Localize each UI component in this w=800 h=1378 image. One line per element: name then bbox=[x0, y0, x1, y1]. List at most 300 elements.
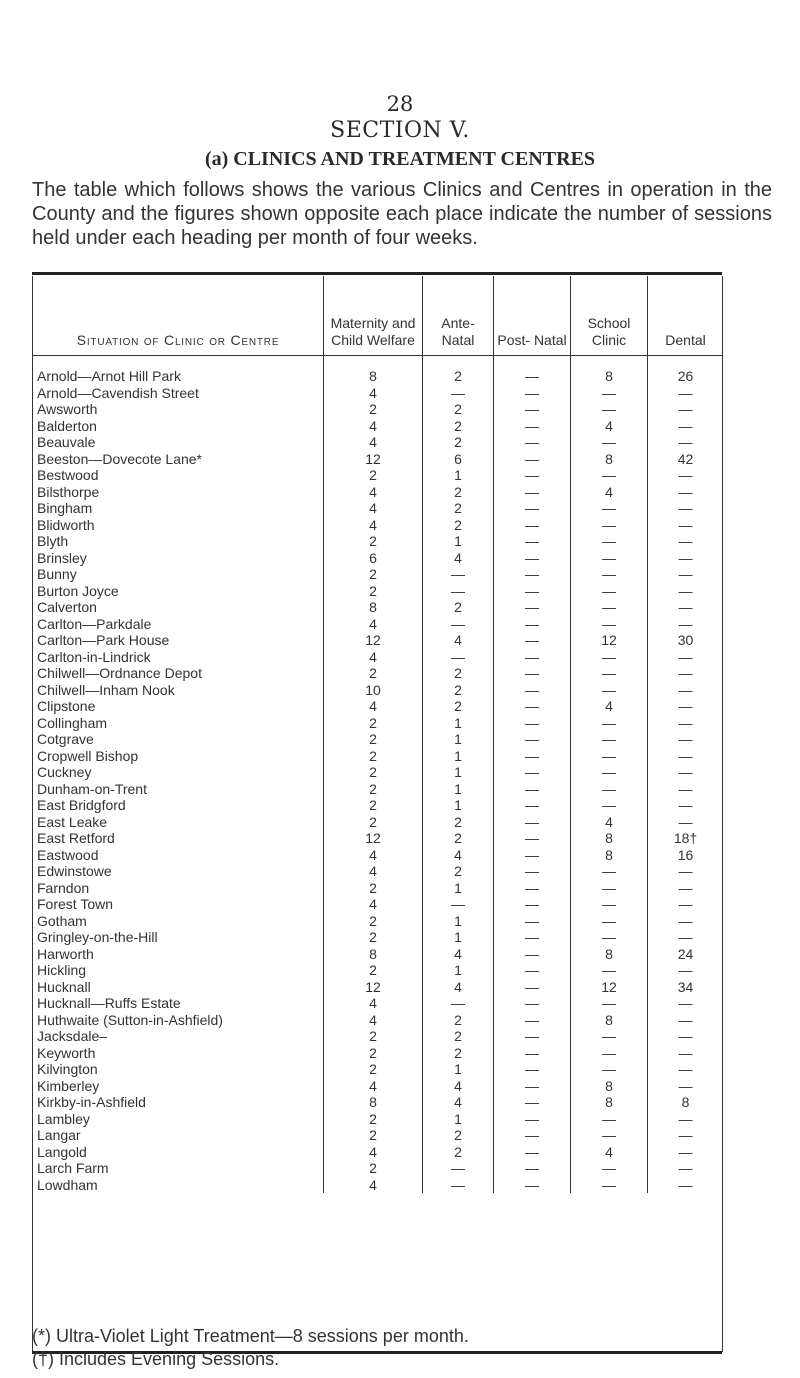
page-number: 28 bbox=[386, 92, 414, 116]
clinic-name-text: Chilwell—Ordnance Depot bbox=[37, 665, 202, 682]
dental-value: — bbox=[678, 566, 693, 583]
maternity-value: 2 bbox=[324, 764, 423, 781]
school-clinic-value: 4 bbox=[571, 698, 648, 715]
table-row bbox=[33, 385, 723, 402]
table-row bbox=[33, 1078, 723, 1095]
table-row bbox=[33, 1045, 723, 1062]
clinic-name-text: Langold bbox=[37, 1143, 87, 1160]
dental-value: — bbox=[678, 483, 693, 500]
clinic-name bbox=[33, 533, 324, 550]
school-clinic-value: — bbox=[571, 1045, 648, 1062]
dental-value: 8 bbox=[681, 1094, 690, 1111]
clinic-name-text: Blidworth bbox=[37, 516, 95, 533]
dental-value: — bbox=[678, 599, 693, 616]
table-row bbox=[33, 1160, 723, 1177]
school-clinic-value: 4 bbox=[571, 418, 648, 435]
clinic-name-text: Dunham-on-Trent bbox=[37, 780, 147, 797]
maternity-value: 4 bbox=[324, 649, 423, 666]
table-row bbox=[33, 1094, 723, 1111]
dental-value: — bbox=[678, 681, 693, 698]
dental-value: — bbox=[678, 929, 693, 946]
post-natal-value: — bbox=[494, 418, 571, 435]
maternity-value: 2 bbox=[324, 731, 423, 748]
school-clinic-value: 8 bbox=[571, 1012, 648, 1029]
table-row bbox=[33, 500, 723, 517]
clinic-name-text: Arnold—Cavendish Street bbox=[37, 384, 199, 401]
clinic-name-text: East Leake bbox=[37, 813, 108, 830]
table-row bbox=[33, 748, 723, 765]
table-row bbox=[33, 1111, 723, 1128]
maternity-value: 2 bbox=[324, 814, 423, 831]
dental-value: — bbox=[678, 780, 693, 797]
ante-natal-value: 1 bbox=[423, 962, 494, 979]
ante-natal-value: 2 bbox=[423, 418, 494, 435]
table-row bbox=[33, 1012, 723, 1029]
post-natal-value: — bbox=[494, 1061, 571, 1078]
maternity-value: 4 bbox=[324, 1177, 423, 1194]
ante-natal-value: 1 bbox=[423, 781, 494, 798]
post-natal-value: — bbox=[494, 434, 571, 451]
table-row bbox=[33, 962, 723, 979]
maternity-value: 12 bbox=[324, 451, 423, 468]
ante-natal-value: 2 bbox=[423, 665, 494, 682]
table-row bbox=[33, 583, 723, 600]
clinic-name bbox=[33, 1045, 324, 1062]
maternity-value: 8 bbox=[324, 946, 423, 963]
school-clinic-value: — bbox=[571, 797, 648, 814]
ante-natal-value: 1 bbox=[423, 764, 494, 781]
dental-value: — bbox=[678, 1110, 693, 1127]
school-clinic-value: — bbox=[571, 599, 648, 616]
post-natal-value: — bbox=[494, 830, 571, 847]
dental-value: — bbox=[678, 549, 693, 566]
dental-value: — bbox=[678, 962, 693, 979]
clinic-name bbox=[33, 896, 324, 913]
dental-value: — bbox=[678, 401, 693, 418]
ante-natal-value: 2 bbox=[423, 517, 494, 534]
dental-value: — bbox=[678, 417, 693, 434]
dental-value: 42 bbox=[677, 450, 694, 467]
maternity-value: 4 bbox=[324, 517, 423, 534]
clinic-name bbox=[33, 599, 324, 616]
maternity-value: 2 bbox=[324, 1061, 423, 1078]
post-natal-value: — bbox=[494, 814, 571, 831]
school-clinic-value: — bbox=[571, 533, 648, 550]
clinic-name bbox=[33, 1012, 324, 1029]
dental-value: — bbox=[678, 467, 693, 484]
ante-natal-value: 6 bbox=[423, 451, 494, 468]
post-natal-value: — bbox=[494, 1028, 571, 1045]
clinic-name bbox=[33, 995, 324, 1012]
school-clinic-value: — bbox=[571, 896, 648, 913]
maternity-value: 8 bbox=[324, 356, 423, 385]
dental-value: 24 bbox=[677, 945, 694, 962]
clinic-name-text: Cotgrave bbox=[37, 731, 94, 748]
maternity-value: 2 bbox=[324, 1028, 423, 1045]
ante-natal-value: 4 bbox=[423, 1094, 494, 1111]
ante-natal-value: 1 bbox=[423, 731, 494, 748]
school-clinic-value: — bbox=[571, 781, 648, 798]
post-natal-value: — bbox=[494, 583, 571, 600]
post-natal-value: — bbox=[494, 764, 571, 781]
table-row bbox=[33, 665, 723, 682]
maternity-value: 4 bbox=[324, 863, 423, 880]
dental-value: — bbox=[678, 714, 693, 731]
clinic-name-text: Langar bbox=[37, 1127, 81, 1144]
clinic-name-text: Cuckney bbox=[37, 764, 92, 781]
maternity-value: 2 bbox=[324, 665, 423, 682]
maternity-value: 4 bbox=[324, 500, 423, 517]
clinic-name bbox=[33, 962, 324, 979]
clinic-name-text: Eastwood bbox=[37, 846, 99, 863]
ante-natal-value: — bbox=[423, 583, 494, 600]
dental-value: 26 bbox=[677, 368, 694, 385]
post-natal-value: — bbox=[494, 698, 571, 715]
post-natal-value: — bbox=[494, 356, 571, 385]
post-natal-value: — bbox=[494, 731, 571, 748]
clinic-name-text: Farndon bbox=[37, 879, 90, 896]
clinic-name-text: East Bridgford bbox=[37, 797, 126, 814]
school-clinic-value: — bbox=[571, 731, 648, 748]
table-row bbox=[33, 995, 723, 1012]
dental-value: 30 bbox=[677, 632, 694, 649]
ante-natal-value: 2 bbox=[423, 863, 494, 880]
ante-natal-value: 2 bbox=[423, 500, 494, 517]
ante-natal-value: 1 bbox=[423, 715, 494, 732]
clinic-name bbox=[33, 847, 324, 864]
header-maternity: Maternity and Child Welfare bbox=[324, 276, 423, 356]
post-natal-value: — bbox=[494, 979, 571, 996]
ante-natal-value: 2 bbox=[423, 682, 494, 699]
dental-value: — bbox=[678, 1011, 693, 1028]
dental-value: — bbox=[678, 995, 693, 1012]
maternity-value: 2 bbox=[324, 797, 423, 814]
dental-value: — bbox=[678, 1176, 693, 1193]
school-clinic-value: — bbox=[571, 566, 648, 583]
school-clinic-value: — bbox=[571, 401, 648, 418]
clinic-name-text: Carlton—Parkdale bbox=[37, 615, 152, 632]
school-clinic-value: — bbox=[571, 517, 648, 534]
clinic-name-text: Cropwell Bishop bbox=[37, 747, 139, 764]
school-clinic-value: 4 bbox=[571, 814, 648, 831]
school-clinic-value: — bbox=[571, 385, 648, 402]
post-natal-value: — bbox=[494, 682, 571, 699]
clinic-name bbox=[33, 550, 324, 567]
maternity-value: 4 bbox=[324, 896, 423, 913]
table-row bbox=[33, 731, 723, 748]
ante-natal-value: 1 bbox=[423, 1111, 494, 1128]
clinic-name-text: Kilvington bbox=[37, 1061, 98, 1078]
school-clinic-value: — bbox=[571, 715, 648, 732]
maternity-value: 2 bbox=[324, 748, 423, 765]
clinic-name bbox=[33, 1111, 324, 1128]
ante-natal-value: 1 bbox=[423, 748, 494, 765]
dental-value: 16 bbox=[677, 846, 694, 863]
post-natal-value: — bbox=[494, 1144, 571, 1161]
school-clinic-value: — bbox=[571, 1160, 648, 1177]
table-row bbox=[33, 517, 723, 534]
dental-value: — bbox=[678, 1077, 693, 1094]
clinic-name-text: Beeston—Dovecote Lane* bbox=[37, 450, 202, 467]
ante-natal-value: 2 bbox=[423, 599, 494, 616]
header-ante-natal: Ante- Natal bbox=[423, 276, 494, 356]
post-natal-value: — bbox=[494, 781, 571, 798]
ante-natal-value: 4 bbox=[423, 550, 494, 567]
clinic-name bbox=[33, 434, 324, 451]
post-natal-value: — bbox=[494, 1111, 571, 1128]
clinic-name bbox=[33, 467, 324, 484]
table-row bbox=[33, 401, 723, 418]
clinic-name bbox=[33, 1028, 324, 1045]
clinic-name-text: Forest Town bbox=[37, 896, 113, 913]
clinic-name bbox=[33, 731, 324, 748]
clinic-name bbox=[33, 616, 324, 633]
top-rule bbox=[32, 272, 722, 275]
ante-natal-value: 1 bbox=[423, 880, 494, 897]
post-natal-value: — bbox=[494, 1078, 571, 1095]
dental-value: — bbox=[678, 797, 693, 814]
clinic-name-text: Chilwell—Inham Nook bbox=[37, 681, 175, 698]
school-clinic-value: 8 bbox=[571, 847, 648, 864]
post-natal-value: — bbox=[494, 467, 571, 484]
clinic-name bbox=[33, 1144, 324, 1161]
table-row bbox=[33, 467, 723, 484]
ante-natal-value: 2 bbox=[423, 1012, 494, 1029]
school-clinic-value: 8 bbox=[571, 1094, 648, 1111]
post-natal-value: — bbox=[494, 632, 571, 649]
clinic-name-text: Beauvale bbox=[37, 434, 96, 451]
dental-value: — bbox=[678, 665, 693, 682]
post-natal-value: — bbox=[494, 517, 571, 534]
clinic-name bbox=[33, 500, 324, 517]
table-row bbox=[33, 929, 723, 946]
clinic-name-text: Calverton bbox=[37, 599, 97, 616]
maternity-value: 4 bbox=[324, 995, 423, 1012]
header-post-natal: Post- Natal bbox=[494, 276, 571, 356]
clinic-name-text: Arnold—Arnot Hill Park bbox=[37, 368, 181, 385]
ante-natal-value: 4 bbox=[423, 946, 494, 963]
clinic-name-text: Edwinstowe bbox=[37, 863, 112, 880]
school-clinic-value: — bbox=[571, 995, 648, 1012]
school-clinic-value: — bbox=[571, 649, 648, 666]
post-natal-value: — bbox=[494, 484, 571, 501]
maternity-value: 6 bbox=[324, 550, 423, 567]
clinic-name bbox=[33, 1094, 324, 1111]
post-natal-value: — bbox=[494, 649, 571, 666]
school-clinic-value: — bbox=[571, 764, 648, 781]
post-natal-value: — bbox=[494, 913, 571, 930]
ante-natal-value: 2 bbox=[423, 484, 494, 501]
post-natal-value: — bbox=[494, 896, 571, 913]
post-natal-value: — bbox=[494, 995, 571, 1012]
maternity-value: 4 bbox=[324, 616, 423, 633]
maternity-value: 2 bbox=[324, 880, 423, 897]
post-natal-value: — bbox=[494, 616, 571, 633]
dental-value: — bbox=[678, 764, 693, 781]
maternity-value: 2 bbox=[324, 1127, 423, 1144]
clinic-name bbox=[33, 797, 324, 814]
maternity-value: 10 bbox=[324, 682, 423, 699]
school-clinic-value: — bbox=[571, 913, 648, 930]
table-row bbox=[33, 797, 723, 814]
ante-natal-value: 2 bbox=[423, 698, 494, 715]
maternity-value: 2 bbox=[324, 1045, 423, 1062]
clinic-name bbox=[33, 356, 324, 385]
clinic-name-text: Blyth bbox=[37, 533, 69, 550]
clinic-name bbox=[33, 764, 324, 781]
maternity-value: 2 bbox=[324, 467, 423, 484]
post-natal-value: — bbox=[494, 863, 571, 880]
clinic-name bbox=[33, 583, 324, 600]
clinic-name-text: East Retford bbox=[37, 830, 115, 847]
ante-natal-value: — bbox=[423, 1160, 494, 1177]
maternity-value: 2 bbox=[324, 566, 423, 583]
clinic-name bbox=[33, 566, 324, 583]
clinic-name-text: Keyworth bbox=[37, 1044, 96, 1061]
ante-natal-value: 4 bbox=[423, 979, 494, 996]
dental-value: — bbox=[678, 813, 693, 830]
dental-value: — bbox=[678, 1160, 693, 1177]
header-dental: Dental bbox=[648, 276, 724, 356]
table-row bbox=[33, 649, 723, 666]
maternity-value: 2 bbox=[324, 1160, 423, 1177]
ante-natal-value: 1 bbox=[423, 533, 494, 550]
post-natal-value: — bbox=[494, 929, 571, 946]
maternity-value: 4 bbox=[324, 385, 423, 402]
dental-value: — bbox=[678, 533, 693, 550]
ante-natal-value: 4 bbox=[423, 1078, 494, 1095]
clinic-name-text: Larch Farm bbox=[37, 1160, 109, 1177]
table-row bbox=[33, 632, 723, 649]
table-row bbox=[33, 434, 723, 451]
table-row bbox=[33, 715, 723, 732]
intro-paragraph: The table which follows shows the various Clinics and Centres in operation in the County and the figures shown opposite each place indicate the number of sessions held under each heading per month of four weeks. bbox=[32, 179, 772, 249]
table-row bbox=[33, 698, 723, 715]
post-natal-value: — bbox=[494, 880, 571, 897]
dental-value: — bbox=[678, 516, 693, 533]
maternity-value: 4 bbox=[324, 418, 423, 435]
school-clinic-value: — bbox=[571, 1028, 648, 1045]
school-clinic-value: 4 bbox=[571, 484, 648, 501]
clinic-name bbox=[33, 748, 324, 765]
clinic-name-text: Bingham bbox=[37, 500, 93, 517]
post-natal-value: — bbox=[494, 500, 571, 517]
dental-value: — bbox=[678, 500, 693, 517]
clinic-name-text: Hickling bbox=[37, 962, 87, 979]
ante-natal-value: 2 bbox=[423, 1045, 494, 1062]
school-clinic-value: — bbox=[571, 583, 648, 600]
clinic-name-text: Huthwaite (Sutton-in-Ashfield) bbox=[37, 1011, 223, 1028]
dental-value: — bbox=[678, 434, 693, 451]
section-title: SECTION V. bbox=[330, 118, 470, 143]
dental-value: — bbox=[678, 698, 693, 715]
post-natal-value: — bbox=[494, 385, 571, 402]
table-row bbox=[33, 814, 723, 831]
ante-natal-value: 1 bbox=[423, 467, 494, 484]
table-row bbox=[33, 550, 723, 567]
dental-value: — bbox=[678, 615, 693, 632]
ante-natal-value: 4 bbox=[423, 632, 494, 649]
maternity-value: 4 bbox=[324, 1012, 423, 1029]
maternity-value: 4 bbox=[324, 484, 423, 501]
school-clinic-value: — bbox=[571, 1061, 648, 1078]
table-row bbox=[33, 1028, 723, 1045]
school-clinic-value: — bbox=[571, 748, 648, 765]
post-natal-value: — bbox=[494, 533, 571, 550]
maternity-value: 4 bbox=[324, 1078, 423, 1095]
clinic-name bbox=[33, 451, 324, 468]
maternity-value: 2 bbox=[324, 962, 423, 979]
school-clinic-value: 8 bbox=[571, 946, 648, 963]
table-row bbox=[33, 533, 723, 550]
maternity-value: 2 bbox=[324, 715, 423, 732]
post-natal-value: — bbox=[494, 1094, 571, 1111]
table-row bbox=[33, 1127, 723, 1144]
clinic-name bbox=[33, 929, 324, 946]
school-clinic-value: 12 bbox=[571, 979, 648, 996]
clinic-name-text: Gotham bbox=[37, 912, 87, 929]
ante-natal-value: 1 bbox=[423, 913, 494, 930]
clinic-name-text: Carlton—Park House bbox=[37, 632, 170, 649]
post-natal-value: — bbox=[494, 599, 571, 616]
clinic-name-text: Bilsthorpe bbox=[37, 483, 100, 500]
ante-natal-value: 1 bbox=[423, 797, 494, 814]
clinic-name bbox=[33, 1127, 324, 1144]
clinic-name-text: Brinsley bbox=[37, 549, 87, 566]
maternity-value: 2 bbox=[324, 781, 423, 798]
maternity-value: 2 bbox=[324, 1111, 423, 1128]
school-clinic-value: 8 bbox=[571, 830, 648, 847]
subtitle: (a) CLINICS AND TREATMENT CENTRES bbox=[204, 148, 596, 170]
ante-natal-value: — bbox=[423, 1177, 494, 1194]
dental-value: — bbox=[678, 582, 693, 599]
school-clinic-value: — bbox=[571, 665, 648, 682]
dental-value: — bbox=[678, 1028, 693, 1045]
table-row bbox=[33, 484, 723, 501]
school-clinic-value: — bbox=[571, 616, 648, 633]
ante-natal-value: 2 bbox=[423, 1127, 494, 1144]
table-row bbox=[33, 896, 723, 913]
post-natal-value: — bbox=[494, 566, 571, 583]
clinic-name-text: Burton Joyce bbox=[37, 582, 119, 599]
clinic-name bbox=[33, 1177, 324, 1194]
school-clinic-value: — bbox=[571, 682, 648, 699]
ante-natal-value: 2 bbox=[423, 1028, 494, 1045]
maternity-value: 12 bbox=[324, 979, 423, 996]
clinic-name bbox=[33, 946, 324, 963]
post-natal-value: — bbox=[494, 847, 571, 864]
post-natal-value: — bbox=[494, 748, 571, 765]
ante-natal-value: — bbox=[423, 995, 494, 1012]
school-clinic-value: 8 bbox=[571, 451, 648, 468]
school-clinic-value: — bbox=[571, 467, 648, 484]
school-clinic-value: — bbox=[571, 962, 648, 979]
table-row bbox=[33, 616, 723, 633]
maternity-value: 2 bbox=[324, 913, 423, 930]
table-row bbox=[33, 356, 723, 385]
footnote-ultraviolet: (*) Ultra-Violet Light Treatment—8 sessions per month. bbox=[32, 1326, 469, 1346]
header-school-clinic: School Clinic bbox=[571, 276, 648, 356]
header-situation: Situation of Clinic or Centre bbox=[33, 276, 324, 356]
dental-value: — bbox=[678, 731, 693, 748]
dental-value: — bbox=[678, 863, 693, 880]
table-row bbox=[33, 451, 723, 468]
school-clinic-value: — bbox=[571, 500, 648, 517]
post-natal-value: — bbox=[494, 797, 571, 814]
clinic-name-text: Hucknall—Ruffs Estate bbox=[37, 995, 181, 1012]
post-natal-value: — bbox=[494, 550, 571, 567]
table-header-row bbox=[33, 276, 723, 356]
